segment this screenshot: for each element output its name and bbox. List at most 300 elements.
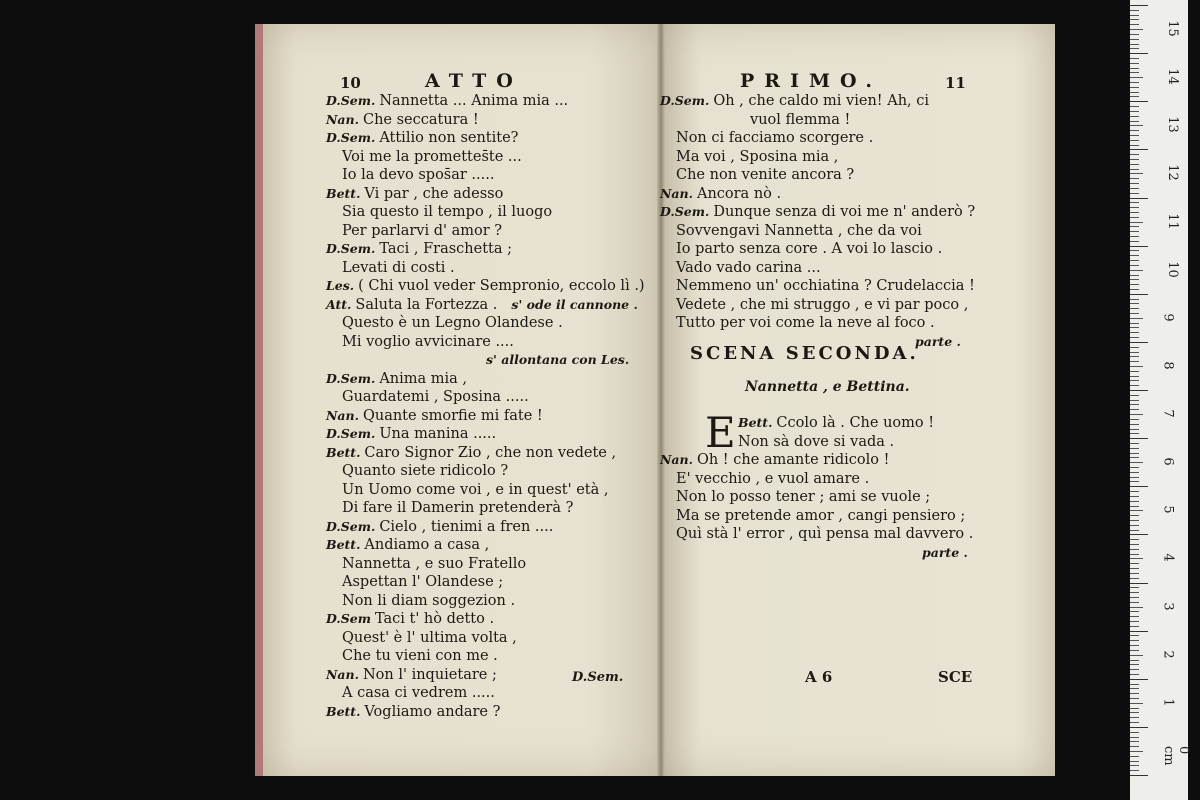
text-line <box>660 451 973 470</box>
text-line <box>326 240 645 259</box>
verse-text: Ccolo là . Che uomo ! <box>776 415 935 431</box>
ruler-tick <box>1130 390 1148 391</box>
ruler-minor-tick <box>1130 121 1139 122</box>
ruler-label: 11 <box>1164 212 1180 230</box>
ruler-minor-tick <box>1130 313 1139 314</box>
ruler-tick <box>1130 198 1148 199</box>
verse-text: Quest' è l' ultima volta , <box>342 629 517 646</box>
ruler-minor-tick <box>1130 173 1143 174</box>
ruler-minor-tick <box>1130 217 1139 218</box>
ruler-label: 5 <box>1160 505 1176 514</box>
speaker-label: Nan. <box>660 452 693 467</box>
ruler-minor-tick <box>1130 597 1139 598</box>
text-line <box>326 610 645 629</box>
verse-text: A casa ci vedrem ..... <box>342 685 495 701</box>
verse-text: Non ci facciamo scorgere . <box>676 130 874 146</box>
drop-cap: E <box>705 408 736 457</box>
ruler-minor-tick <box>1130 549 1139 550</box>
right-page-text-bottom <box>660 408 974 562</box>
text-line <box>326 111 645 130</box>
ruler-minor-tick <box>1130 212 1139 213</box>
signature-mark: A 6 <box>805 668 833 686</box>
ruler-minor-tick <box>1130 241 1139 242</box>
verse-text: Attilio non sentite? <box>379 130 519 146</box>
speaker-label: D.Sem. <box>326 130 376 145</box>
verse-text: Oh ! che amante ridicolo ! <box>696 452 890 468</box>
ruler-minor-tick <box>1130 82 1139 83</box>
ruler-minor-tick <box>1130 279 1139 280</box>
text-line <box>660 148 975 167</box>
ruler-minor-tick <box>1130 688 1139 689</box>
ruler-minor-tick <box>1130 563 1139 564</box>
verse-text: Vado vado carina ... <box>676 259 821 276</box>
verse-text: Vedete , che mi struggo , e vi par poco , <box>676 296 969 313</box>
ruler-minor-tick <box>1130 371 1139 372</box>
verse-text: Saluta la Fortezza . <box>355 296 498 313</box>
ruler-minor-tick <box>1130 270 1143 271</box>
ruler-minor-tick <box>1130 44 1139 45</box>
ruler-minor-tick <box>1130 332 1139 333</box>
ruler-minor-tick <box>1130 664 1139 665</box>
ruler-minor-tick <box>1130 573 1139 574</box>
verse-text: Ma se pretende amor , cangi pensiero ; <box>676 507 966 524</box>
ruler-label: 6 <box>1160 457 1176 466</box>
ruler-tick <box>1130 101 1148 102</box>
right-page-text-top <box>660 92 975 351</box>
measuring-ruler <box>1130 0 1191 800</box>
text-line <box>326 388 645 407</box>
ruler-minor-tick <box>1130 10 1139 11</box>
ruler-minor-tick <box>1130 477 1139 478</box>
speaker-label: Bett. <box>738 415 773 430</box>
verse-text: Che tu vieni con me . <box>342 648 498 664</box>
verse-text: Vi par , che adesso <box>364 185 504 202</box>
ruler-minor-tick <box>1130 645 1139 646</box>
ruler-minor-tick <box>1130 380 1139 381</box>
text-line <box>326 481 645 500</box>
ruler-minor-tick <box>1130 708 1139 709</box>
ruler-minor-tick <box>1130 751 1143 752</box>
ruler-minor-tick <box>1130 106 1139 107</box>
verse-text: Anima mia , <box>379 370 468 387</box>
verse-text: Non l' inquietare ; <box>362 666 497 683</box>
ruler-minor-tick <box>1130 640 1139 641</box>
text-line <box>660 314 975 333</box>
ruler-minor-tick <box>1130 510 1143 511</box>
ruler-minor-tick <box>1130 554 1139 555</box>
ruler-minor-tick <box>1130 674 1139 675</box>
ruler-minor-tick <box>1130 260 1139 261</box>
verse-text: vuol flemma ! <box>750 111 851 128</box>
ruler-minor-tick <box>1130 741 1139 742</box>
ruler-minor-tick <box>1130 154 1139 155</box>
ruler-minor-tick <box>1130 231 1139 232</box>
text-line <box>326 536 645 555</box>
text-line <box>326 370 645 389</box>
text-line <box>660 92 975 111</box>
left-page-text <box>326 92 645 721</box>
ruler-minor-tick <box>1130 303 1139 304</box>
stage-direction: s' ode il cannone . <box>511 296 638 312</box>
ruler-minor-tick <box>1130 558 1143 559</box>
verse-text: Aspettan l' Olandese ; <box>342 574 504 590</box>
ruler-minor-tick <box>1130 491 1139 492</box>
ruler-minor-tick <box>1130 722 1139 723</box>
text-line <box>326 148 645 167</box>
text-line <box>660 240 975 259</box>
text-line <box>326 185 645 204</box>
ruler-minor-tick <box>1130 433 1139 434</box>
ruler-minor-tick <box>1130 578 1139 579</box>
ruler-minor-tick <box>1130 419 1139 420</box>
ruler-label: 0 cm <box>1161 745 1191 766</box>
verse-text: Dunque senza di voi me n' anderò ? <box>713 204 976 220</box>
right-page-number: 11 <box>945 74 966 92</box>
verse-text: Tutto per voi come la neve al foco . <box>676 315 935 331</box>
ruler-minor-tick <box>1130 308 1139 309</box>
verse-text: Nannetta , e suo Fratello <box>342 555 527 572</box>
verse-text: Questo è un Legno Olandese . <box>342 315 563 331</box>
ruler-minor-tick <box>1130 770 1139 771</box>
ruler-minor-tick <box>1130 226 1139 227</box>
speaker-label: Nan. <box>326 111 359 127</box>
ruler-minor-tick <box>1130 15 1139 16</box>
ruler-minor-tick <box>1130 361 1139 362</box>
ruler-minor-tick <box>1130 669 1139 670</box>
ruler-minor-tick <box>1130 698 1139 699</box>
ruler-minor-tick <box>1130 111 1139 112</box>
ruler-minor-tick <box>1130 457 1139 458</box>
stage-direction: parte . <box>915 333 961 349</box>
verse-text: Levati di costi . <box>342 259 455 276</box>
ruler-minor-tick <box>1130 462 1143 463</box>
ruler-tick <box>1130 679 1148 680</box>
ruler-minor-tick <box>1130 544 1139 545</box>
ruler-minor-tick <box>1130 96 1139 97</box>
ruler-label: 14 <box>1164 68 1180 85</box>
speaker-label: D.Sem. <box>660 93 710 108</box>
ruler-minor-tick <box>1130 607 1143 608</box>
ruler-minor-tick <box>1130 92 1139 93</box>
ruler-minor-tick <box>1130 481 1139 482</box>
ruler-minor-tick <box>1130 732 1139 733</box>
ruler-minor-tick <box>1130 746 1139 747</box>
ruler-tick <box>1130 53 1148 54</box>
verse-text: Voi me la promettes̄te ... <box>342 148 522 165</box>
verse-text: Taci , Fraschetta ; <box>379 241 513 257</box>
ruler-minor-tick <box>1130 299 1139 300</box>
ruler-minor-tick <box>1130 660 1139 661</box>
right-catchword: SCE <box>938 668 973 686</box>
text-line <box>326 314 645 333</box>
ruler-minor-tick <box>1130 29 1143 30</box>
ruler-minor-tick <box>1130 385 1139 386</box>
verse-text: Di fare il Damerin pretenderà ? <box>342 500 574 516</box>
ruler-minor-tick <box>1130 703 1143 704</box>
text-line <box>660 111 975 130</box>
text-line <box>326 277 645 296</box>
ruler-minor-tick <box>1130 164 1139 165</box>
ruler-minor-tick <box>1130 592 1139 593</box>
ruler-minor-tick <box>1130 611 1139 612</box>
ruler-minor-tick <box>1130 765 1139 766</box>
verse-text: Ancora nò . <box>696 185 782 202</box>
ruler-minor-tick <box>1130 250 1139 251</box>
ruler-minor-tick <box>1130 655 1143 656</box>
ruler-label: 9 <box>1160 313 1176 322</box>
text-line <box>326 703 645 722</box>
verse-text: Nemmeno un' occhiatina ? Crudelaccia ! <box>676 278 975 294</box>
verse-text: Che seccatura ! <box>362 111 479 128</box>
ruler-minor-tick <box>1130 635 1139 636</box>
text-line <box>660 166 975 185</box>
ruler-minor-tick <box>1130 530 1139 531</box>
text-line <box>326 351 645 370</box>
text-line <box>326 462 645 481</box>
ruler-minor-tick <box>1130 443 1139 444</box>
ruler-minor-tick <box>1130 453 1139 454</box>
ruler-label: 10 <box>1164 260 1180 278</box>
verse-text: Mi voglio avvicinare .... <box>342 333 514 350</box>
ruler-minor-tick <box>1130 409 1139 410</box>
text-line <box>660 544 973 563</box>
verse-text: ( Chi vuol veder Sempronio, eccolo lì .) <box>358 278 645 294</box>
text-line <box>660 470 973 489</box>
ruler-minor-tick <box>1130 125 1143 126</box>
ruler-label: 12 <box>1164 164 1180 182</box>
speaker-label: D.Sem. <box>326 518 376 534</box>
ruler-minor-tick <box>1130 520 1139 521</box>
ruler-minor-tick <box>1130 472 1139 473</box>
speaker-label: Bett. <box>326 185 361 201</box>
ruler-minor-tick <box>1130 135 1139 136</box>
ruler-minor-tick <box>1130 87 1139 88</box>
ruler-label: 7 <box>1160 409 1176 418</box>
ruler-minor-tick <box>1130 178 1139 179</box>
text-line <box>326 259 645 278</box>
verse-text: Quante smorfie mi fate ! <box>362 407 543 424</box>
ruler-tick <box>1130 149 1148 150</box>
ruler-minor-tick <box>1130 539 1139 540</box>
ruler-minor-tick <box>1130 587 1139 588</box>
text-line <box>326 407 645 426</box>
speaker-label: Bett. <box>326 444 361 460</box>
text-line <box>326 92 645 111</box>
ruler-minor-tick <box>1130 376 1139 377</box>
ruler-minor-tick <box>1130 255 1139 256</box>
ruler-minor-tick <box>1130 222 1143 223</box>
verse-text: Ma voi , Sposina mia , <box>676 148 839 165</box>
ruler-label: 15 <box>1164 20 1180 37</box>
ruler-minor-tick <box>1130 650 1139 651</box>
text-line <box>660 277 975 296</box>
ruler-minor-tick <box>1130 621 1139 622</box>
text-line <box>326 629 645 648</box>
ruler-label: 3 <box>1160 601 1176 611</box>
ruler-minor-tick <box>1130 77 1143 78</box>
verse-text: Andiamo a casa , <box>364 537 490 553</box>
text-line <box>660 525 973 544</box>
speaker-label: D.Sem. <box>326 370 376 386</box>
text-line <box>326 296 645 315</box>
ruler-minor-tick <box>1130 207 1139 208</box>
ruler-tick <box>1130 631 1148 632</box>
speaker-label: D.Sem <box>326 611 371 626</box>
text-line <box>326 684 645 703</box>
ruler-minor-tick <box>1130 193 1139 194</box>
verse-text: Che non venite ancora ? <box>676 167 855 183</box>
ruler-minor-tick <box>1130 284 1139 285</box>
verse-text: Quì stà l' error , quì pensa mal davvero . <box>676 526 974 542</box>
text-line <box>326 129 645 148</box>
text-line <box>326 647 645 666</box>
verse-text: Cielo , tienimi a fren .... <box>379 518 554 535</box>
ruler-label: 2 <box>1160 650 1176 659</box>
ruler-minor-tick <box>1130 188 1139 189</box>
verse-text: Guardatemi , Sposina ..... <box>342 389 529 405</box>
ruler-minor-tick <box>1130 756 1139 757</box>
verse-text: Per parlarvi d' amor ? <box>342 222 503 239</box>
ruler-minor-tick <box>1130 169 1139 170</box>
text-line <box>326 592 645 611</box>
ruler-minor-tick <box>1130 525 1139 526</box>
ruler-label: 13 <box>1164 116 1180 134</box>
ruler-minor-tick <box>1130 501 1139 502</box>
ruler-minor-tick <box>1130 568 1139 569</box>
ruler-minor-tick <box>1130 506 1139 507</box>
ruler-minor-tick <box>1130 327 1139 328</box>
verse-text: Oh , che caldo mi vien! Ah, ci <box>713 93 930 109</box>
ruler-minor-tick <box>1130 602 1139 603</box>
ruler-minor-tick <box>1130 68 1139 69</box>
verse-text: Vogliamo andare ? <box>364 703 501 720</box>
ruler-minor-tick <box>1130 429 1139 430</box>
ruler-minor-tick <box>1130 684 1139 685</box>
ruler-tick <box>1130 438 1148 439</box>
ruler-tick <box>1130 534 1148 535</box>
verse-text: Sovvengavi Nannetta , che da voi <box>676 222 922 239</box>
ruler-minor-tick <box>1130 34 1139 35</box>
verse-text: Caro Signor Zio , che non vedete , <box>364 444 617 461</box>
text-line <box>660 414 973 433</box>
text-line <box>660 222 975 241</box>
ruler-minor-tick <box>1130 323 1139 324</box>
verse-text: Nannetta ... Anima mia ... <box>379 93 569 109</box>
text-line <box>326 222 645 241</box>
left-page-header: ATTO <box>425 70 523 92</box>
ruler-minor-tick <box>1130 58 1139 59</box>
ruler-minor-tick <box>1130 395 1139 396</box>
ruler-minor-tick <box>1130 496 1139 497</box>
ruler-minor-tick <box>1130 347 1139 348</box>
speaker-label: D.Sem. <box>326 426 376 441</box>
ruler-tick <box>1130 775 1148 776</box>
speaker-label: Nan. <box>660 185 693 201</box>
ruler-minor-tick <box>1130 352 1139 353</box>
ruler-minor-tick <box>1130 356 1139 357</box>
speaker-label: D.Sem. <box>326 241 376 256</box>
text-line <box>326 444 645 463</box>
verse-text: Non lo posso tener ; ami se vuole ; <box>676 489 931 505</box>
verse-text: Una manina ..... <box>379 426 497 442</box>
ruler-label: 8 <box>1160 361 1176 370</box>
ruler-tick <box>1130 583 1148 584</box>
ruler-minor-tick <box>1130 467 1139 468</box>
ruler-minor-tick <box>1130 761 1139 762</box>
verse-text: Non li diam soggezion . <box>342 592 516 609</box>
ruler-minor-tick <box>1130 265 1139 266</box>
verse-text: Non sà dove si vada . <box>738 433 895 450</box>
ruler-minor-tick <box>1130 515 1139 516</box>
speaker-label: Nan. <box>326 407 359 423</box>
ruler-minor-tick <box>1130 39 1139 40</box>
ruler-minor-tick <box>1130 72 1139 73</box>
ruler-minor-tick <box>1130 145 1139 146</box>
speaker-label: D.Sem. <box>660 204 710 219</box>
text-line <box>660 488 973 507</box>
speaker-label: Bett. <box>326 703 361 719</box>
ruler-minor-tick <box>1130 400 1139 401</box>
ruler-minor-tick <box>1130 448 1139 449</box>
text-line <box>326 555 645 574</box>
text-line <box>660 203 975 222</box>
ruler-minor-tick <box>1130 424 1139 425</box>
ruler-minor-tick <box>1130 717 1139 718</box>
text-line <box>326 573 645 592</box>
ruler-tick <box>1130 727 1148 728</box>
text-line <box>326 203 645 222</box>
speaker-label: Nan. <box>326 666 359 682</box>
stage-direction: parte . <box>922 544 968 560</box>
ruler-tick <box>1130 294 1148 295</box>
text-line <box>326 518 645 537</box>
ruler-minor-tick <box>1130 140 1139 141</box>
ruler-tick <box>1130 246 1148 247</box>
text-line <box>660 507 973 526</box>
text-line <box>326 166 645 185</box>
verse-text: Io la devo spos̄ar ..... <box>342 167 495 183</box>
text-line <box>660 259 975 278</box>
ruler-minor-tick <box>1130 404 1139 405</box>
ruler-minor-tick <box>1130 130 1139 131</box>
scene-characters: Nannetta , e Bettina. <box>745 379 910 395</box>
ruler-minor-tick <box>1130 63 1139 64</box>
ruler-minor-tick <box>1130 712 1139 713</box>
text-line <box>326 425 645 444</box>
ruler-minor-tick <box>1130 19 1139 20</box>
ruler-tick <box>1130 486 1148 487</box>
ruler-minor-tick <box>1130 337 1139 338</box>
verse-text: Taci t' hò detto . <box>374 611 495 627</box>
text-line <box>326 499 645 518</box>
text-line <box>660 129 975 148</box>
scene-title: SCENA SECONDA. <box>690 343 919 364</box>
text-line <box>660 433 973 452</box>
verse-text: Quanto siete ridicolo ? <box>342 463 509 479</box>
speaker-label: Les. <box>326 278 355 293</box>
right-page-header: PRIMO. <box>740 70 883 92</box>
verse-text: E' vecchio , e vuol amare . <box>676 470 870 487</box>
ruler-minor-tick <box>1130 116 1139 117</box>
ruler-minor-tick <box>1130 318 1143 319</box>
verse-text: Sia questo il tempo , il luogo <box>342 204 553 220</box>
ruler-tick <box>1130 5 1148 6</box>
verse-text: Un Uomo come voi , e in quest' età , <box>342 481 609 498</box>
ruler-minor-tick <box>1130 183 1139 184</box>
ruler-minor-tick <box>1130 737 1139 738</box>
text-line <box>660 185 975 204</box>
speaker-label: Att. <box>326 296 352 312</box>
